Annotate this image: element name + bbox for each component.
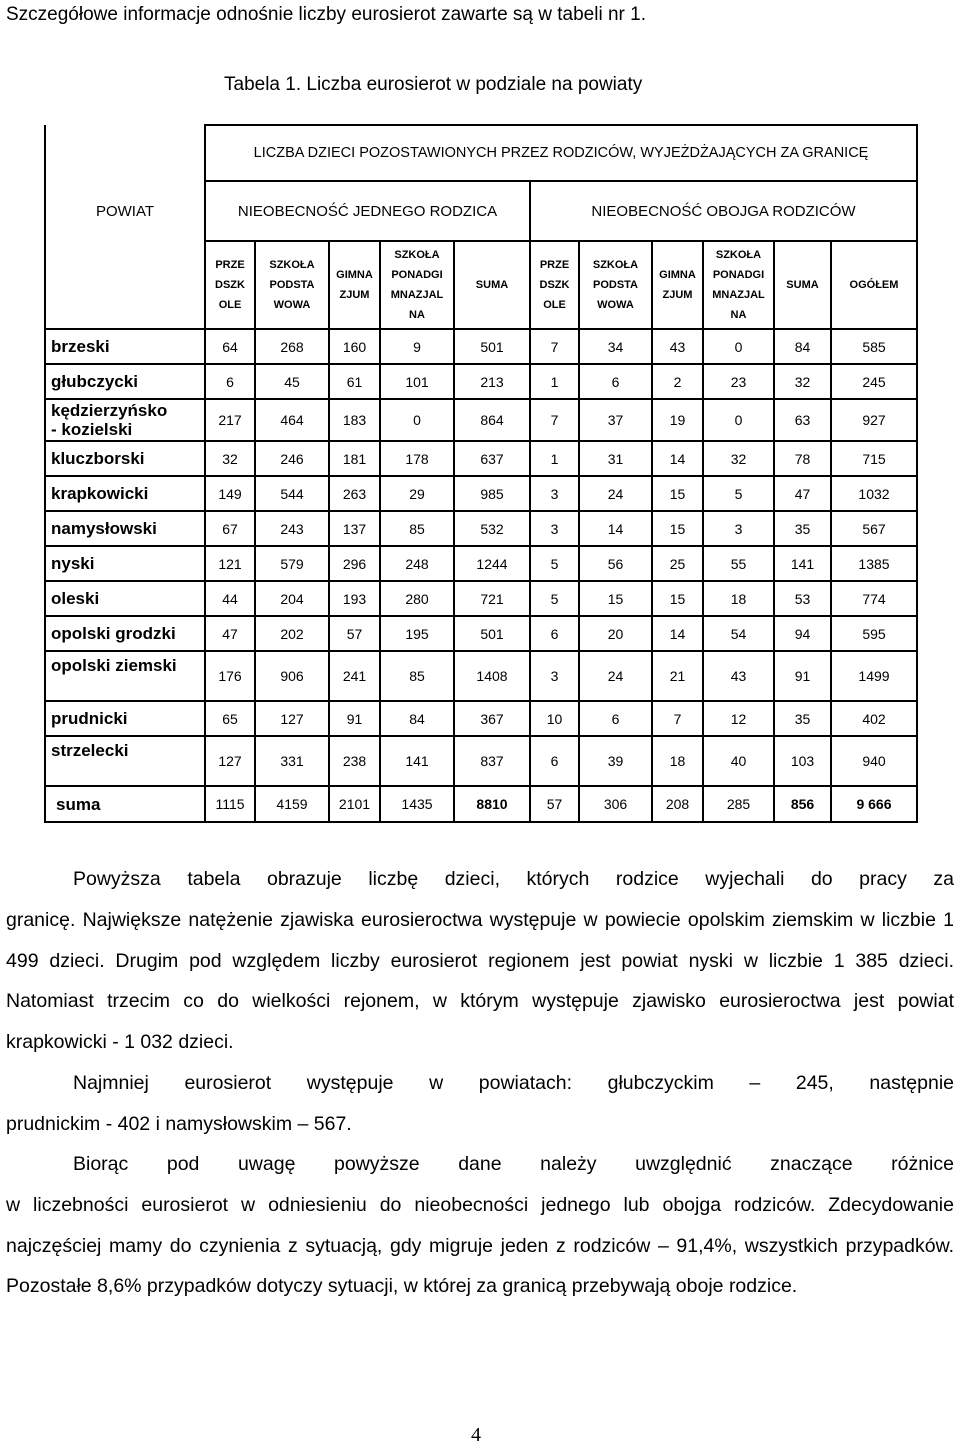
column-header-line: ZJUM [662,289,693,301]
cell-value: 9 666 [831,786,917,822]
cell-value: 1408 [454,651,530,701]
cell-value: 3 [703,511,774,546]
cell-value: 14 [652,441,703,476]
cell-value: 263 [329,476,380,511]
cell-value: 238 [329,736,380,786]
cell-value: 15 [579,581,652,616]
column-header-line: MNAZJAL [390,289,444,301]
cell-value: 137 [329,511,380,546]
cell-value: 4159 [255,786,329,822]
cell-value: 91 [774,651,831,701]
paragraph [6,1063,954,1145]
table-row [45,701,917,736]
cell-value: 56 [579,546,652,581]
cell-value: 906 [255,651,329,701]
cell-value: 3 [530,511,579,546]
cell-value: 32 [703,441,774,476]
cell-value: 3 [530,651,579,701]
cell-value: 40 [703,736,774,786]
cell-value: 14 [579,511,652,546]
column-header-line: OLE [218,299,242,311]
cell-value: 63 [774,399,831,441]
cell-value: 43 [652,329,703,364]
cell-value: 18 [652,736,703,786]
table-row [45,476,917,511]
cell-value: 103 [774,736,831,786]
column-header [703,241,774,329]
column-header-line: NA [730,309,747,321]
cell-value: 67 [205,511,255,546]
cell-value: 127 [205,736,255,786]
column-header-line: PODSTA [269,279,315,291]
cell-value: 127 [255,701,329,736]
cell-value: 985 [454,476,530,511]
cell-value: 53 [774,581,831,616]
powiat-name-line: opolski ziemski [51,656,177,675]
powiat-name-line: brzeski [51,337,110,356]
cell-value: 85 [380,651,454,701]
column-header [831,241,917,329]
column-header-line: PRZE [539,259,570,271]
cell-value: 178 [380,441,454,476]
cell-value: 195 [380,616,454,651]
cell-value: 141 [380,736,454,786]
column-header-line: PODSTA [592,279,639,291]
cell-value: 84 [380,701,454,736]
paragraph-body: granicę. Największe natężenie zjawiska eurosieroctwa występuje w powiecie opolskim ziemskim w liczbie 1 499 dzieci. Drugim pod względem liczby eurosierot regionem jest powiat nyski w liczbie 1 385 dzieci. Natomiast trzecim co do wielkości rejonem, w którym występuje zjawisko eurosieroctwa jest powiat krapkowicki - 1 032 dzieci. [6,908,954,1054]
powiat-name [45,701,205,736]
powiat-name [45,736,205,786]
table-row [45,329,917,364]
cell-value: 3 [530,476,579,511]
cell-value: 243 [255,511,329,546]
cell-value: 501 [454,329,530,364]
powiat-name-line: kędzierzyńsko [51,401,168,420]
column-header-line: OGÓŁEM [849,279,899,291]
cell-value: 37 [579,399,652,441]
cell-value: 5 [530,581,579,616]
column-header [454,241,530,329]
cell-value: 7 [530,399,579,441]
powiat-header: POWIAT [45,181,205,241]
cell-value: 285 [703,786,774,822]
column-header [774,241,831,329]
powiat-name-line: głubczycki [51,372,138,391]
cell-value: 837 [454,736,530,786]
cell-value: 721 [454,581,530,616]
cell-value: 2101 [329,786,380,822]
cell-value: 149 [205,476,255,511]
cell-value: 43 [703,651,774,701]
column-header [380,241,454,329]
table-row [45,581,917,616]
cell-value: 84 [774,329,831,364]
paragraph-first-line: Biorąc pod uwagę powyższe dane należy uwzględnić znaczące różnice [73,1153,954,1175]
cell-value: 31 [579,441,652,476]
powiat-name [45,441,205,476]
table-row [45,399,917,441]
column-header-line: DSZK [215,279,245,291]
cell-value: 32 [205,441,255,476]
column-header [255,241,329,329]
cell-value: 585 [831,329,917,364]
cell-value: 14 [652,616,703,651]
cell-value: 85 [380,511,454,546]
cell-value: 25 [652,546,703,581]
powiat-name-line: namysłowski [51,519,157,538]
cell-value: 10 [530,701,579,736]
powiat-name [45,616,205,651]
column-header-line: PONADGI [712,269,765,281]
cell-value: 32 [774,364,831,399]
column-header [579,241,652,329]
cell-value: 64 [205,329,255,364]
eurosieroty-table [44,124,918,823]
table-title: LICZBA DZIECI POZOSTAWIONYCH PRZEZ RODZICÓW, WYJEŻDŻAJĄCYCH ZA GRANICĘ [205,125,917,181]
cell-value: 57 [530,786,579,822]
table-row [45,364,917,399]
cell-value: 927 [831,399,917,441]
powiat-name [45,329,205,364]
cell-value: 1115 [205,786,255,822]
column-header-line: ZJUM [339,289,370,301]
cell-value: 57 [329,616,380,651]
column-header-line: WOWA [273,299,311,311]
cell-value: 35 [774,701,831,736]
cell-value: 202 [255,616,329,651]
cell-value: 47 [205,616,255,651]
cell-value: 0 [703,399,774,441]
powiat-name [45,546,205,581]
cell-value: 183 [329,399,380,441]
column-header [329,241,380,329]
cell-value: 5 [703,476,774,511]
cell-value: 1 [530,364,579,399]
table-caption: Tabela 1. Liczba eurosierot w podziale na powiaty [224,74,643,95]
cell-value: 0 [380,399,454,441]
cell-value: 5 [530,546,579,581]
cell-value: 176 [205,651,255,701]
table-row [45,441,917,476]
powiat-name-line: krapkowicki [51,484,149,503]
cell-value: 15 [652,476,703,511]
cell-value: 0 [703,329,774,364]
cell-value: 213 [454,364,530,399]
cell-value: 501 [454,616,530,651]
cell-value: 208 [652,786,703,822]
cell-value: 65 [205,701,255,736]
cell-value: 217 [205,399,255,441]
cell-value: 245 [831,364,917,399]
column-header [652,241,703,329]
powiat-name-line: prudnicki [51,709,128,728]
cell-value: 6 [530,736,579,786]
cell-value: 9 [380,329,454,364]
powiat-name-line: oleski [51,589,100,608]
cell-value: 544 [255,476,329,511]
cell-value: 204 [255,581,329,616]
cell-value: 268 [255,329,329,364]
powiat-name-line: strzelecki [51,741,129,760]
cell-value: 1385 [831,546,917,581]
cell-value: 7 [652,701,703,736]
paragraph-body: prudnickim - 402 i namysłowskim – 567. [6,1112,352,1135]
cell-value: 6 [205,364,255,399]
cell-value: 181 [329,441,380,476]
cell-value: 7 [530,329,579,364]
cell-value: 306 [579,786,652,822]
cell-value: 248 [380,546,454,581]
cell-value: 1032 [831,476,917,511]
cell-value: 774 [831,581,917,616]
column-header-line: SZKOŁA [269,259,315,271]
cell-value: 121 [205,546,255,581]
cell-value: 47 [774,476,831,511]
cell-value: 856 [774,786,831,822]
column-header [530,241,579,329]
powiat-name-line: nyski [51,554,95,573]
cell-value: 78 [774,441,831,476]
paragraph-body: w liczebności eurosierot w odniesieniu do nieobecności jednego lub obojga rodziców. Zdecydowanie najczęściej mamy do czynienia z sytuacją, gdy migruje jeden z rodziców – 91,4%, wszystkich przypadków. Pozostałe 8,6% przypadków dotyczy sytuacji, w której za granicą przebywają oboje rodzice. [6,1193,954,1298]
cell-value: 35 [774,511,831,546]
column-header-line: OLE [543,299,566,311]
cell-value: 20 [579,616,652,651]
powiat-name [45,786,205,822]
column-header [205,241,255,329]
table-row [45,736,917,786]
cell-value: 39 [579,736,652,786]
cell-value: 91 [329,701,380,736]
cell-value: 34 [579,329,652,364]
cell-value: 24 [579,651,652,701]
cell-value: 45 [255,364,329,399]
table-row [45,546,917,581]
cell-value: 246 [255,441,329,476]
cell-value: 18 [703,581,774,616]
cell-value: 44 [205,581,255,616]
cell-value: 464 [255,399,329,441]
cell-value: 6 [579,701,652,736]
powiat-name [45,399,205,441]
cell-value: 402 [831,701,917,736]
powiat-name [45,651,205,701]
powiat-name [45,581,205,616]
column-header-line: DSZK [539,279,570,291]
column-header-line: WOWA [597,299,634,311]
intro-text: Szczegółowe informacje odnośnie liczby eurosierot zawarte są w tabeli nr 1. [6,4,646,25]
cell-value: 637 [454,441,530,476]
cell-value: 12 [703,701,774,736]
paragraph-first-line: Powyższa tabela obrazuje liczbę dzieci, których rodzice wyjechali do pracy za [73,868,954,890]
column-header-line: PRZE [215,259,245,271]
cell-value: 21 [652,651,703,701]
table-row [45,511,917,546]
column-header-line: GIMNA [336,269,373,281]
cell-value: 1435 [380,786,454,822]
column-header-line: SZKOŁA [592,259,639,271]
group-both-parents-header: NIEOBECNOŚĆ OBOJGA RODZICÓW [530,181,917,241]
cell-value: 367 [454,701,530,736]
column-header-line: NA [409,309,425,321]
cell-value: 29 [380,476,454,511]
paragraph-first-line: Najmniej eurosierot występuje w powiatach: głubczyckim – 245, następnie [73,1072,954,1094]
cell-value: 331 [255,736,329,786]
cell-value: 19 [652,399,703,441]
powiat-name [45,476,205,511]
cell-value: 193 [329,581,380,616]
cell-value: 55 [703,546,774,581]
powiat-header-top [45,125,205,181]
cell-value: 6 [530,616,579,651]
powiat-name-line: opolski grodzki [51,624,176,643]
column-header-line: GIMNA [659,269,696,281]
cell-value: 280 [380,581,454,616]
cell-value: 61 [329,364,380,399]
cell-value: 1499 [831,651,917,701]
cell-value: 15 [652,511,703,546]
column-header-line: SUMA [786,279,819,291]
cell-value: 23 [703,364,774,399]
cell-value: 715 [831,441,917,476]
column-header-line: SUMA [475,279,509,291]
powiat-name-line: kluczborski [51,449,145,468]
cell-value: 160 [329,329,380,364]
column-header-line: MNAZJAL [712,289,765,301]
paragraph [6,859,954,1063]
cell-value: 141 [774,546,831,581]
cell-value: 579 [255,546,329,581]
cell-value: 241 [329,651,380,701]
table-row [45,616,917,651]
paragraph [6,1144,954,1307]
page-number: 4 [471,1424,481,1446]
cell-value: 101 [380,364,454,399]
table-row [45,651,917,701]
column-header-line: SZKOŁA [715,249,762,261]
cell-value: 1 [530,441,579,476]
cell-value: 54 [703,616,774,651]
cell-value: 94 [774,616,831,651]
cell-value: 24 [579,476,652,511]
powiat-name-line: - kozielski [51,420,133,439]
cell-value: 864 [454,399,530,441]
cell-value: 6 [579,364,652,399]
group-one-parent-header: NIEOBECNOŚĆ JEDNEGO RODZICA [205,181,530,241]
powiat-header-bottom [45,241,205,329]
powiat-name [45,511,205,546]
cell-value: 567 [831,511,917,546]
cell-value: 595 [831,616,917,651]
cell-value: 532 [454,511,530,546]
cell-value: 8810 [454,786,530,822]
column-header-line: PONADGI [391,269,443,281]
cell-value: 15 [652,581,703,616]
powiat-name-line: suma [56,794,101,814]
powiat-name [45,364,205,399]
cell-value: 1244 [454,546,530,581]
sum-row [45,786,917,822]
cell-value: 940 [831,736,917,786]
cell-value: 2 [652,364,703,399]
cell-value: 296 [329,546,380,581]
column-header-line: SZKOŁA [394,249,440,261]
